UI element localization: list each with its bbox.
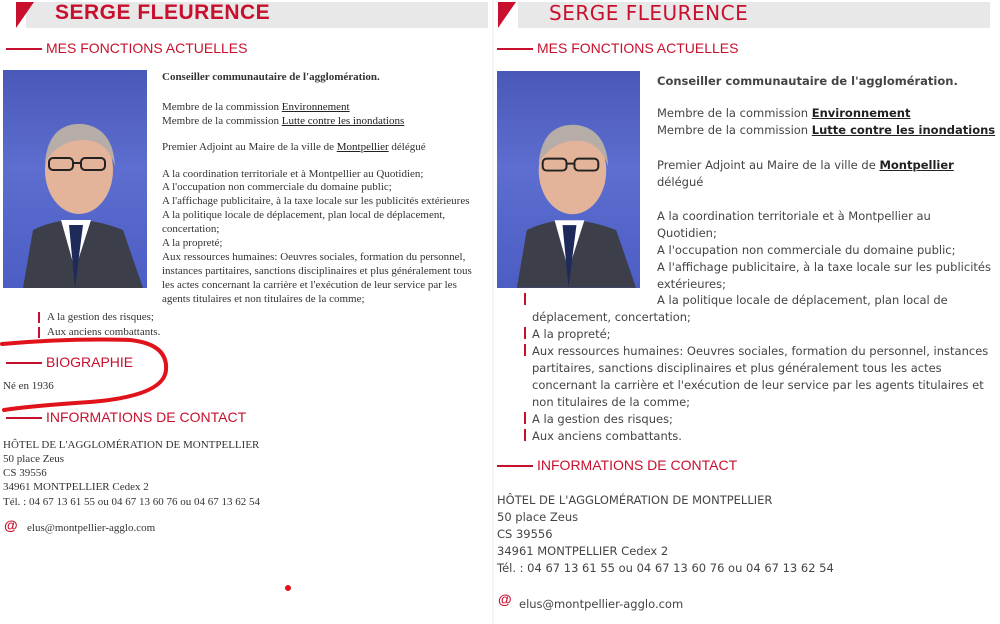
function-line-12: non titulaires de la comme; [532, 395, 691, 409]
adjoint-delegue: délégué [657, 175, 704, 189]
list-bullet [524, 327, 526, 339]
list-bullet [38, 312, 40, 323]
function-item-4: A la politique locale de déplacement, plan local de déplacement, [162, 209, 446, 221]
function-item-3: A l'affichage publicitaire, à la taxe locale sur les publicités extérieures [162, 195, 470, 207]
contact-email-link[interactable]: elus@montpellier-agglo.com [519, 597, 684, 611]
function-line-7: déplacement, concertation; [532, 310, 691, 324]
function-line-14: Aux anciens combattants. [532, 429, 682, 443]
montpellier-link[interactable]: Montpellier [879, 158, 954, 172]
function-line-9: Aux ressources humaines: Oeuvres sociales, formation du personnel, instances [532, 344, 989, 358]
function-item-6: Aux ressources humaines: Oeuvres sociales, formation du personnel, [162, 251, 466, 263]
montpellier-link[interactable]: Montpellier [336, 141, 389, 153]
function-line-3: A l'occupation non commerciale du domaine public; [657, 243, 956, 257]
hand-drawn-annotation [0, 330, 180, 420]
at-sign-icon: @ [498, 591, 512, 607]
function-line-8: A la propreté; [532, 327, 611, 341]
function-line-4: A l'affichage publicitaire, à la taxe locale sur les publicités [657, 260, 991, 274]
function-line-11: concernant la carrière et l'exécution de leur service par les agents titulaires et [532, 378, 984, 392]
function-item-6d: agents titulaires et non titulaires de la comme; [162, 293, 365, 305]
commission-environnement-link[interactable]: Environnement [811, 106, 911, 120]
function-item-4b: concertation; [162, 223, 220, 235]
function-item-5: A la propreté; [162, 237, 223, 249]
profile-name: SERGE FLEURENCE [55, 1, 271, 24]
commission-environnement-link[interactable]: Environnement [281, 101, 350, 113]
commission-line-2: Membre de la commission Lutte contre les inondations [162, 115, 405, 127]
function-line-1: A la coordination territoriale et à Montpellier au [657, 209, 931, 223]
function-item-combattants: Aux anciens combattants. [47, 326, 161, 338]
function-item-2: A l'occupation non commerciale du domaine public; [162, 181, 392, 193]
header-red-tab [16, 2, 34, 28]
function-line-13: A la gestion des risques; [532, 412, 673, 426]
current-role: Conseiller communautaire de l'agglomération. [162, 71, 380, 83]
commission-line-1: Membre de la commission Environnement [162, 101, 350, 113]
list-bullet [524, 429, 526, 441]
function-item-6c: les actes concernant la carrière et l'exécution de leur service par les [162, 279, 457, 291]
birth-year: Né en 1936 [3, 380, 54, 392]
contact-cs: CS 39556 [497, 527, 553, 541]
contact-cs: CS 39556 [3, 467, 47, 479]
left-page-view: SERGE FLEURENCE MES FONCTIONS ACTUELLES Conseiller communautaire de l'agglomération. Membre de la commission Environnement Membre de la commission Lutte contre les inondations Premier Adjoint au Maire de la ville de Montpellier délégué A la coordination territoriale et à Montpellier au Quotidien; A l'occupation non commerciale du domaine public; A l'affichage publicitaire, à la taxe locale sur les publicités extérieures A la politique locale de déplacement, plan local de déplacement, concertation; A la propreté; Aux ressources humaines: Oeuvres sociales, formation du personnel, instances partitaires, sanctions disciplinaires et plus généralement tous les actes concernant la carrière et l'exécution de leur service par les agents titulaires et non titulaires de la comme; A la gestion des risques; Aux anciens combattants. BIOGRAPHIE Né en 1936 INFORMATIONS DE CONTACT HÔTEL DE L'AGGLOMÉRATION DE MONTPELLIER 50 place Zeus CS 39556 34961 MONTPELLIER Cedex 2 Tél. : 04 67 13 61 55 ou 04 67 13 60 76 ou 04 67 13 62 54 @ elus@montpellier-agglo.com [0, 0, 492, 624]
red-dot-marker [285, 585, 291, 591]
function-item-1: A la coordination territoriale et à Montpellier au Quotidien; [162, 168, 424, 180]
contact-city: 34961 MONTPELLIER Cedex 2 [497, 544, 669, 558]
right-page-view: SERGE FLEURENCE MES FONCTIONS ACTUELLES Conseiller communautaire de l'agglomération. Membre de la commission Environnement Membre de la commission Lutte contre les inondations Premier Adjoint au Maire de la ville de Montpellier délégué A la coordination territoriale et à Montpellier au Quotidien; A l'occupation non commerciale du domaine public; A l'affichage publicitaire, à la taxe locale sur les publicités extérieures; A la politique locale de déplacement, plan local de déplacement, concertation; A la propreté; Aux ressources humaines: Oeuvres sociales, formation du personnel, instances partitaires, sanctions disciplinaires et plus généralement tous les actes concernant la carrière et l'exécution de leur service par les agents titulaires et non titulaires de la comme; A la gestion des risques; Aux anciens combattants. INFORMATIONS DE CONTACT HÔTEL DE L'AGGLOMÉRATION DE MONTPELLIER 50 place Zeus CS 39556 34961 MONTPELLIER Cedex 2 Tél. : 04 67 13 61 55 ou 04 67 13 60 76 ou 04 67 13 62 54 @ elus@montpellier-agglo.com [497, 1, 996, 611]
contact-phone: Tél. : 04 67 13 61 55 ou 04 67 13 60 76 ou 04 67 13 62 54 [3, 496, 260, 508]
current-role: Conseiller communautaire de l'agglomération. [657, 74, 958, 88]
function-item-6b: instances partitaires, sanctions disciplinaires et plus généralement tous [162, 265, 472, 277]
function-line-5: extérieures; [657, 277, 726, 291]
list-bullet [524, 412, 526, 424]
function-line-10: partitaires, sanctions disciplinaires et plus généralement tous les actes [532, 361, 942, 375]
adjoint-line: Premier Adjoint au Maire de la ville de Montpellier délégué [162, 141, 426, 153]
commission-inondations-link[interactable]: Lutte contre les inondations [281, 115, 405, 127]
portrait-photo [497, 71, 640, 288]
contact-city: 34961 MONTPELLIER Cedex 2 [3, 481, 149, 493]
commission-line-2: Membre de la commission Lutte contre les inondations [657, 123, 996, 137]
header-red-tab [498, 2, 516, 28]
function-line-2: Quotidien; [657, 226, 717, 240]
commission-inondations-link[interactable]: Lutte contre les inondations [811, 123, 996, 137]
contact-street: 50 place Zeus [3, 453, 65, 465]
adjoint-line: Premier Adjoint au Maire de la ville de Montpellier [657, 158, 954, 172]
commission-line-1: Membre de la commission Environnement [657, 106, 911, 120]
portrait-photo [3, 70, 147, 288]
contact-phone: Tél. : 04 67 13 61 55 ou 04 67 13 60 76 ou 04 67 13 62 54 [497, 561, 834, 575]
function-item-risques: A la gestion des risques; [47, 311, 154, 323]
contact-email-link[interactable]: elus@montpellier-agglo.com [27, 522, 156, 534]
contact-organization: HÔTEL DE L'AGGLOMÉRATION DE MONTPELLIER [3, 439, 260, 451]
contact-street: 50 place Zeus [497, 510, 579, 524]
list-bullet [524, 344, 526, 356]
profile-name: SERGE FLEURENCE [549, 1, 749, 25]
function-line-6: A la politique locale de déplacement, plan local de [657, 293, 948, 307]
list-bullet [524, 293, 526, 305]
contact-organization: HÔTEL DE L'AGGLOMÉRATION DE MONTPELLIER [497, 493, 773, 507]
at-sign-icon: @ [4, 517, 18, 533]
